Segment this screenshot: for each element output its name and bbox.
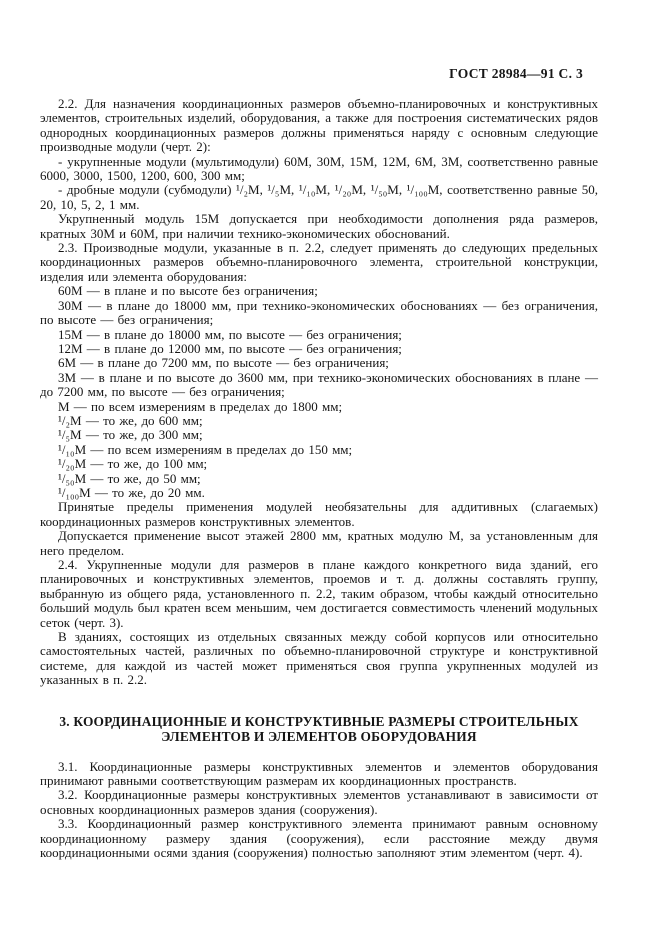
limit-item-30m: 30М — в плане до 18000 мм, при технико-экономических обоснованиях — без ограничения, по высоте — без ограничения; xyxy=(40,297,598,328)
limit-item-1-50m: ¹/₅₀М — то же, до 50 мм; xyxy=(58,470,201,486)
para-3-1: 3.1. Координационные размеры конструктивных элементов и элементов оборудования принимают равными соответствующим размерам их координационных пространств. xyxy=(40,758,598,789)
para-floor-height: Допускается применение высот этажей 2800 мм, кратных модулю М, за установленным для него пределом. xyxy=(40,528,598,558)
limit-item-1-100m: ¹/₁₀₀М — то же, до 20 мм. xyxy=(58,484,205,500)
bullet-submodules: - дробные модули (субмодули) ¹/₂М, ¹/₅М, ¹/₁₀М, ¹/₂₀М, ¹/₅₀М, ¹/₁₀₀М, соответственно равные 50, 20, 10, 5, 2, 1 мм. xyxy=(40,182,598,212)
para-2-3: 2.3. Производные модули, указанные в п. 2.2, следует применять до следующих предельных координационных размеров объемно-планировочного элемента, строительной конструкции, изделия или элемента оборудования: xyxy=(40,240,598,284)
limit-item-m: М — по всем измерениям в пределах до 1800 мм; xyxy=(58,398,343,414)
limit-item-12m: 12М — в плане до 12000 мм, по высоте — без ограничения; xyxy=(58,340,402,356)
page-header-gost-number: ГОСТ 28984—91 С. 3 xyxy=(449,66,583,81)
limit-item-1-5m: ¹/₅М — то же, до 300 мм; xyxy=(58,427,203,443)
limit-item-1-10m: ¹/₁₀М — по всем измерениям в пределах до 150 мм; xyxy=(58,441,353,457)
para-connected-buildings: В зданиях, состоящих из отдельных связанных между собой корпусов или относительно самостоятельных частей, различных по объемно-планировочной структуре и конструктивной системе, для каждой из частей может применяться своя группа укрупненных модулей из указанных в п. 2.2. xyxy=(40,629,598,688)
section-3-heading-line1: 3. КООРДИНАЦИОННЫЕ И КОНСТРУКТИВНЫЕ РАЗМЕРЫ СТРОИТЕЛЬНЫХ xyxy=(59,713,579,729)
para-2-2: 2.2. Для назначения координационных размеров объемно-планировочных и конструктивных элементов, строительных изделий, оборудования, а также для построения систематических рядов однородных координационных размеров должны применяться наряду с основным следующие производные модули (черт. 2): xyxy=(40,96,598,155)
limit-item-3m: 3М — в плане и по высоте до 3600 мм, при технико-экономических обоснованиях в плане — до 7200 мм, по высоте — без ограничения; xyxy=(40,369,598,400)
limit-item-1-20m: ¹/₂₀М — то же, до 100 мм; xyxy=(58,456,208,472)
limit-item-15m: 15М — в плане до 18000 мм, по высоте — без ограничения; xyxy=(58,326,402,342)
limit-item-1-2m: ¹/₂М — то же, до 600 мм; xyxy=(58,412,203,428)
section-3-heading-line2: ЭЛЕМЕНТОВ И ЭЛЕМЕНТОВ ОБОРУДОВАНИЯ xyxy=(161,728,477,744)
para-2-4: 2.4. Укрупненные модули для размеров в плане каждого конкретного вида зданий, его планировочных и конструктивных элементов, проемов и т. д. должны составлять группу, выбранную из общего ряда, установленного п. 2.2, таким образом, чтобы каждый относительно больший модуль был кратен всем меньшим, чем достигается совместимость членений модульных сеток (черт. 3). xyxy=(40,557,598,630)
limit-item-60m: 60М — в плане и по высоте без ограничения; xyxy=(58,283,318,299)
document-body xyxy=(40,97,598,861)
para-3-2: 3.2. Координационные размеры конструктивных элементов устанавливают в зависимости от основных координационных размеров здания (сооружения). xyxy=(40,787,598,817)
bullet-multimodules: - укрупненные модули (мультимодули) 60М, 30М, 15М, 12М, 6М, 3М, соответственно равные 6000, 3000, 1500, 1200, 600, 300 мм; xyxy=(40,153,598,184)
limit-item-6m: 6М — в плане до 7200 мм, по высоте — без ограничения; xyxy=(58,355,389,371)
para-limits-note: Принятые пределы применения модулей необязательны для аддитивных (слагаемых) координационных размеров конструктивных элементов. xyxy=(40,499,598,529)
para-15m-note: Укрупненный модуль 15М допускается при необходимости дополнения ряда размеров, кратных 30М и 60М, при наличии технико-экономических обоснований. xyxy=(40,211,598,241)
para-3-3: 3.3. Координационный размер конструктивного элемента принимают равным основному координационному размеру здания (сооружения), если расстояние между двумя координационными осями здания (сооружения) полностью заполняют этим элементом (черт. 4). xyxy=(40,816,598,861)
section-3-heading xyxy=(40,714,598,744)
